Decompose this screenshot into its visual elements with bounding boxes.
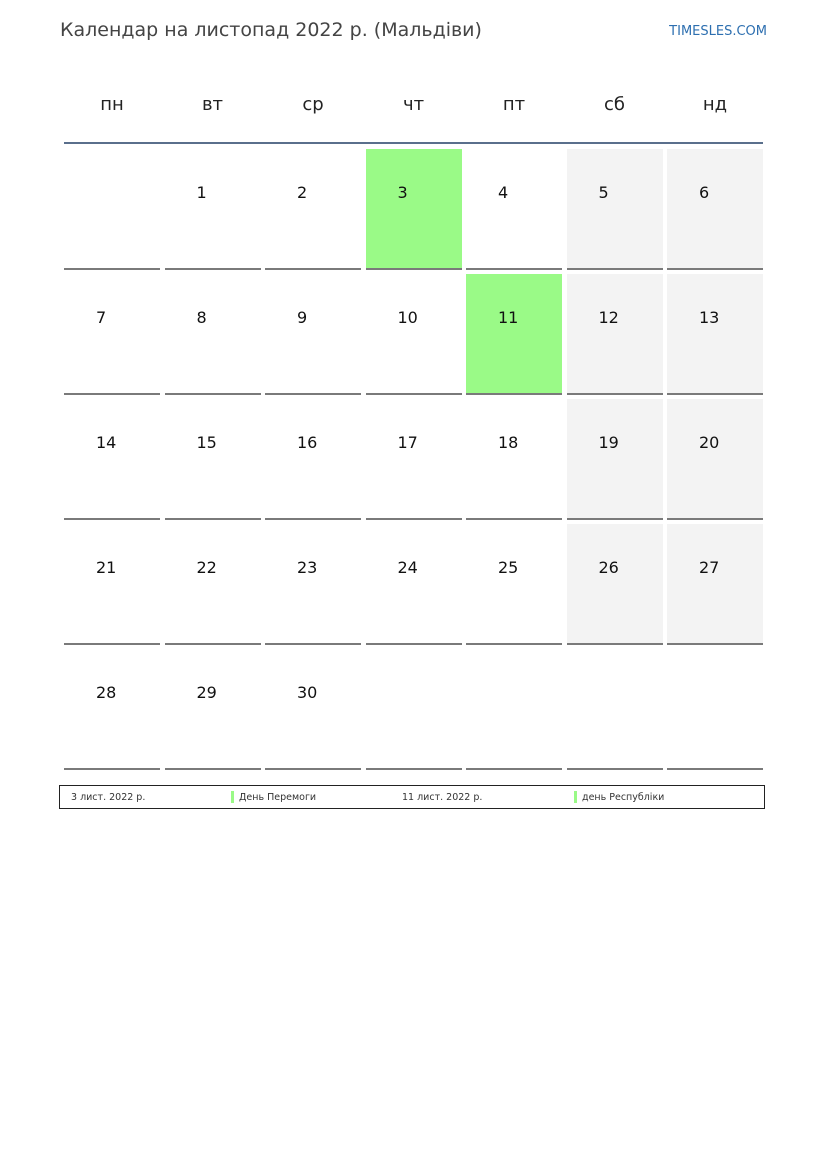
day-cell bbox=[165, 274, 261, 395]
day-number: 14 bbox=[96, 433, 117, 452]
day-cell bbox=[265, 274, 361, 395]
day-cell bbox=[64, 149, 160, 270]
weekday-thu: чт bbox=[402, 94, 425, 115]
legend-date: 11 лист. 2022 р. bbox=[402, 792, 483, 803]
day-cell bbox=[64, 524, 160, 645]
day-cell bbox=[265, 524, 361, 645]
day-cell bbox=[667, 649, 763, 770]
weekday-sun: нд bbox=[702, 94, 728, 115]
day-cell bbox=[366, 649, 462, 770]
weekday-mon: пн bbox=[100, 94, 124, 115]
day-cell-weekend bbox=[567, 149, 663, 270]
day-number: 13 bbox=[699, 308, 720, 327]
day-cell bbox=[366, 274, 462, 395]
day-number: 19 bbox=[598, 433, 619, 452]
legend-date: 3 лист. 2022 р. bbox=[71, 792, 146, 803]
day-number: 28 bbox=[96, 683, 117, 702]
day-cell bbox=[265, 649, 361, 770]
weekday-header-row bbox=[64, 92, 763, 118]
day-number: 21 bbox=[96, 558, 117, 577]
day-cell bbox=[165, 149, 261, 270]
day-cell bbox=[265, 149, 361, 270]
holiday-color-marker bbox=[231, 791, 234, 803]
day-number: 16 bbox=[297, 433, 318, 452]
day-cell-holiday bbox=[366, 149, 462, 270]
day-cell bbox=[466, 399, 562, 520]
day-cell bbox=[165, 399, 261, 520]
day-number: 10 bbox=[397, 308, 418, 327]
day-number: 8 bbox=[196, 308, 207, 327]
holiday-legend bbox=[59, 785, 765, 809]
day-cell bbox=[466, 524, 562, 645]
day-cell bbox=[64, 399, 160, 520]
day-cell bbox=[466, 649, 562, 770]
day-cell bbox=[64, 649, 160, 770]
day-number: 2 bbox=[297, 183, 308, 202]
brand-link[interactable]: TIMESLES.COM bbox=[669, 24, 767, 39]
day-number: 5 bbox=[598, 183, 609, 202]
day-number: 4 bbox=[498, 183, 509, 202]
day-number: 27 bbox=[699, 558, 720, 577]
day-number: 25 bbox=[498, 558, 519, 577]
page-title: Календар на листопад 2022 р. (Мальдіви) bbox=[60, 19, 482, 41]
legend-holiday-name: День Перемоги bbox=[239, 792, 317, 803]
day-cell bbox=[64, 274, 160, 395]
header-divider bbox=[64, 142, 763, 144]
day-cell bbox=[366, 399, 462, 520]
day-cell-weekend bbox=[667, 399, 763, 520]
day-cell bbox=[165, 524, 261, 645]
weekday-fri: пт bbox=[502, 94, 526, 115]
weekday-sat: сб bbox=[604, 94, 625, 115]
day-cell bbox=[366, 524, 462, 645]
day-number: 26 bbox=[598, 558, 619, 577]
legend-holiday-name: день Республіки bbox=[582, 792, 665, 803]
day-number: 20 bbox=[699, 433, 720, 452]
day-number: 7 bbox=[96, 308, 107, 327]
day-number: 29 bbox=[196, 683, 217, 702]
day-cell bbox=[265, 399, 361, 520]
day-number: 12 bbox=[598, 308, 619, 327]
day-number: 23 bbox=[297, 558, 318, 577]
weekday-wed: ср bbox=[302, 94, 324, 115]
day-number: 11 bbox=[498, 308, 519, 327]
holiday-color-marker bbox=[574, 791, 577, 803]
day-number: 1 bbox=[196, 183, 207, 202]
calendar-grid bbox=[64, 149, 763, 770]
day-cell-weekend bbox=[667, 524, 763, 645]
day-cell-weekend bbox=[567, 524, 663, 645]
day-number: 17 bbox=[397, 433, 418, 452]
day-cell-weekend bbox=[667, 274, 763, 395]
day-number: 30 bbox=[297, 683, 318, 702]
day-cell bbox=[165, 649, 261, 770]
day-cell bbox=[466, 149, 562, 270]
day-number: 18 bbox=[498, 433, 519, 452]
day-cell-weekend bbox=[567, 399, 663, 520]
day-number: 9 bbox=[297, 308, 308, 327]
day-number: 6 bbox=[699, 183, 710, 202]
weekday-tue: вт bbox=[201, 94, 224, 115]
day-cell-holiday bbox=[466, 274, 562, 395]
day-number: 3 bbox=[397, 183, 408, 202]
day-cell bbox=[567, 649, 663, 770]
day-number: 24 bbox=[397, 558, 418, 577]
day-cell-weekend bbox=[667, 149, 763, 270]
day-cell-weekend bbox=[567, 274, 663, 395]
day-number: 22 bbox=[196, 558, 217, 577]
day-number: 15 bbox=[196, 433, 217, 452]
